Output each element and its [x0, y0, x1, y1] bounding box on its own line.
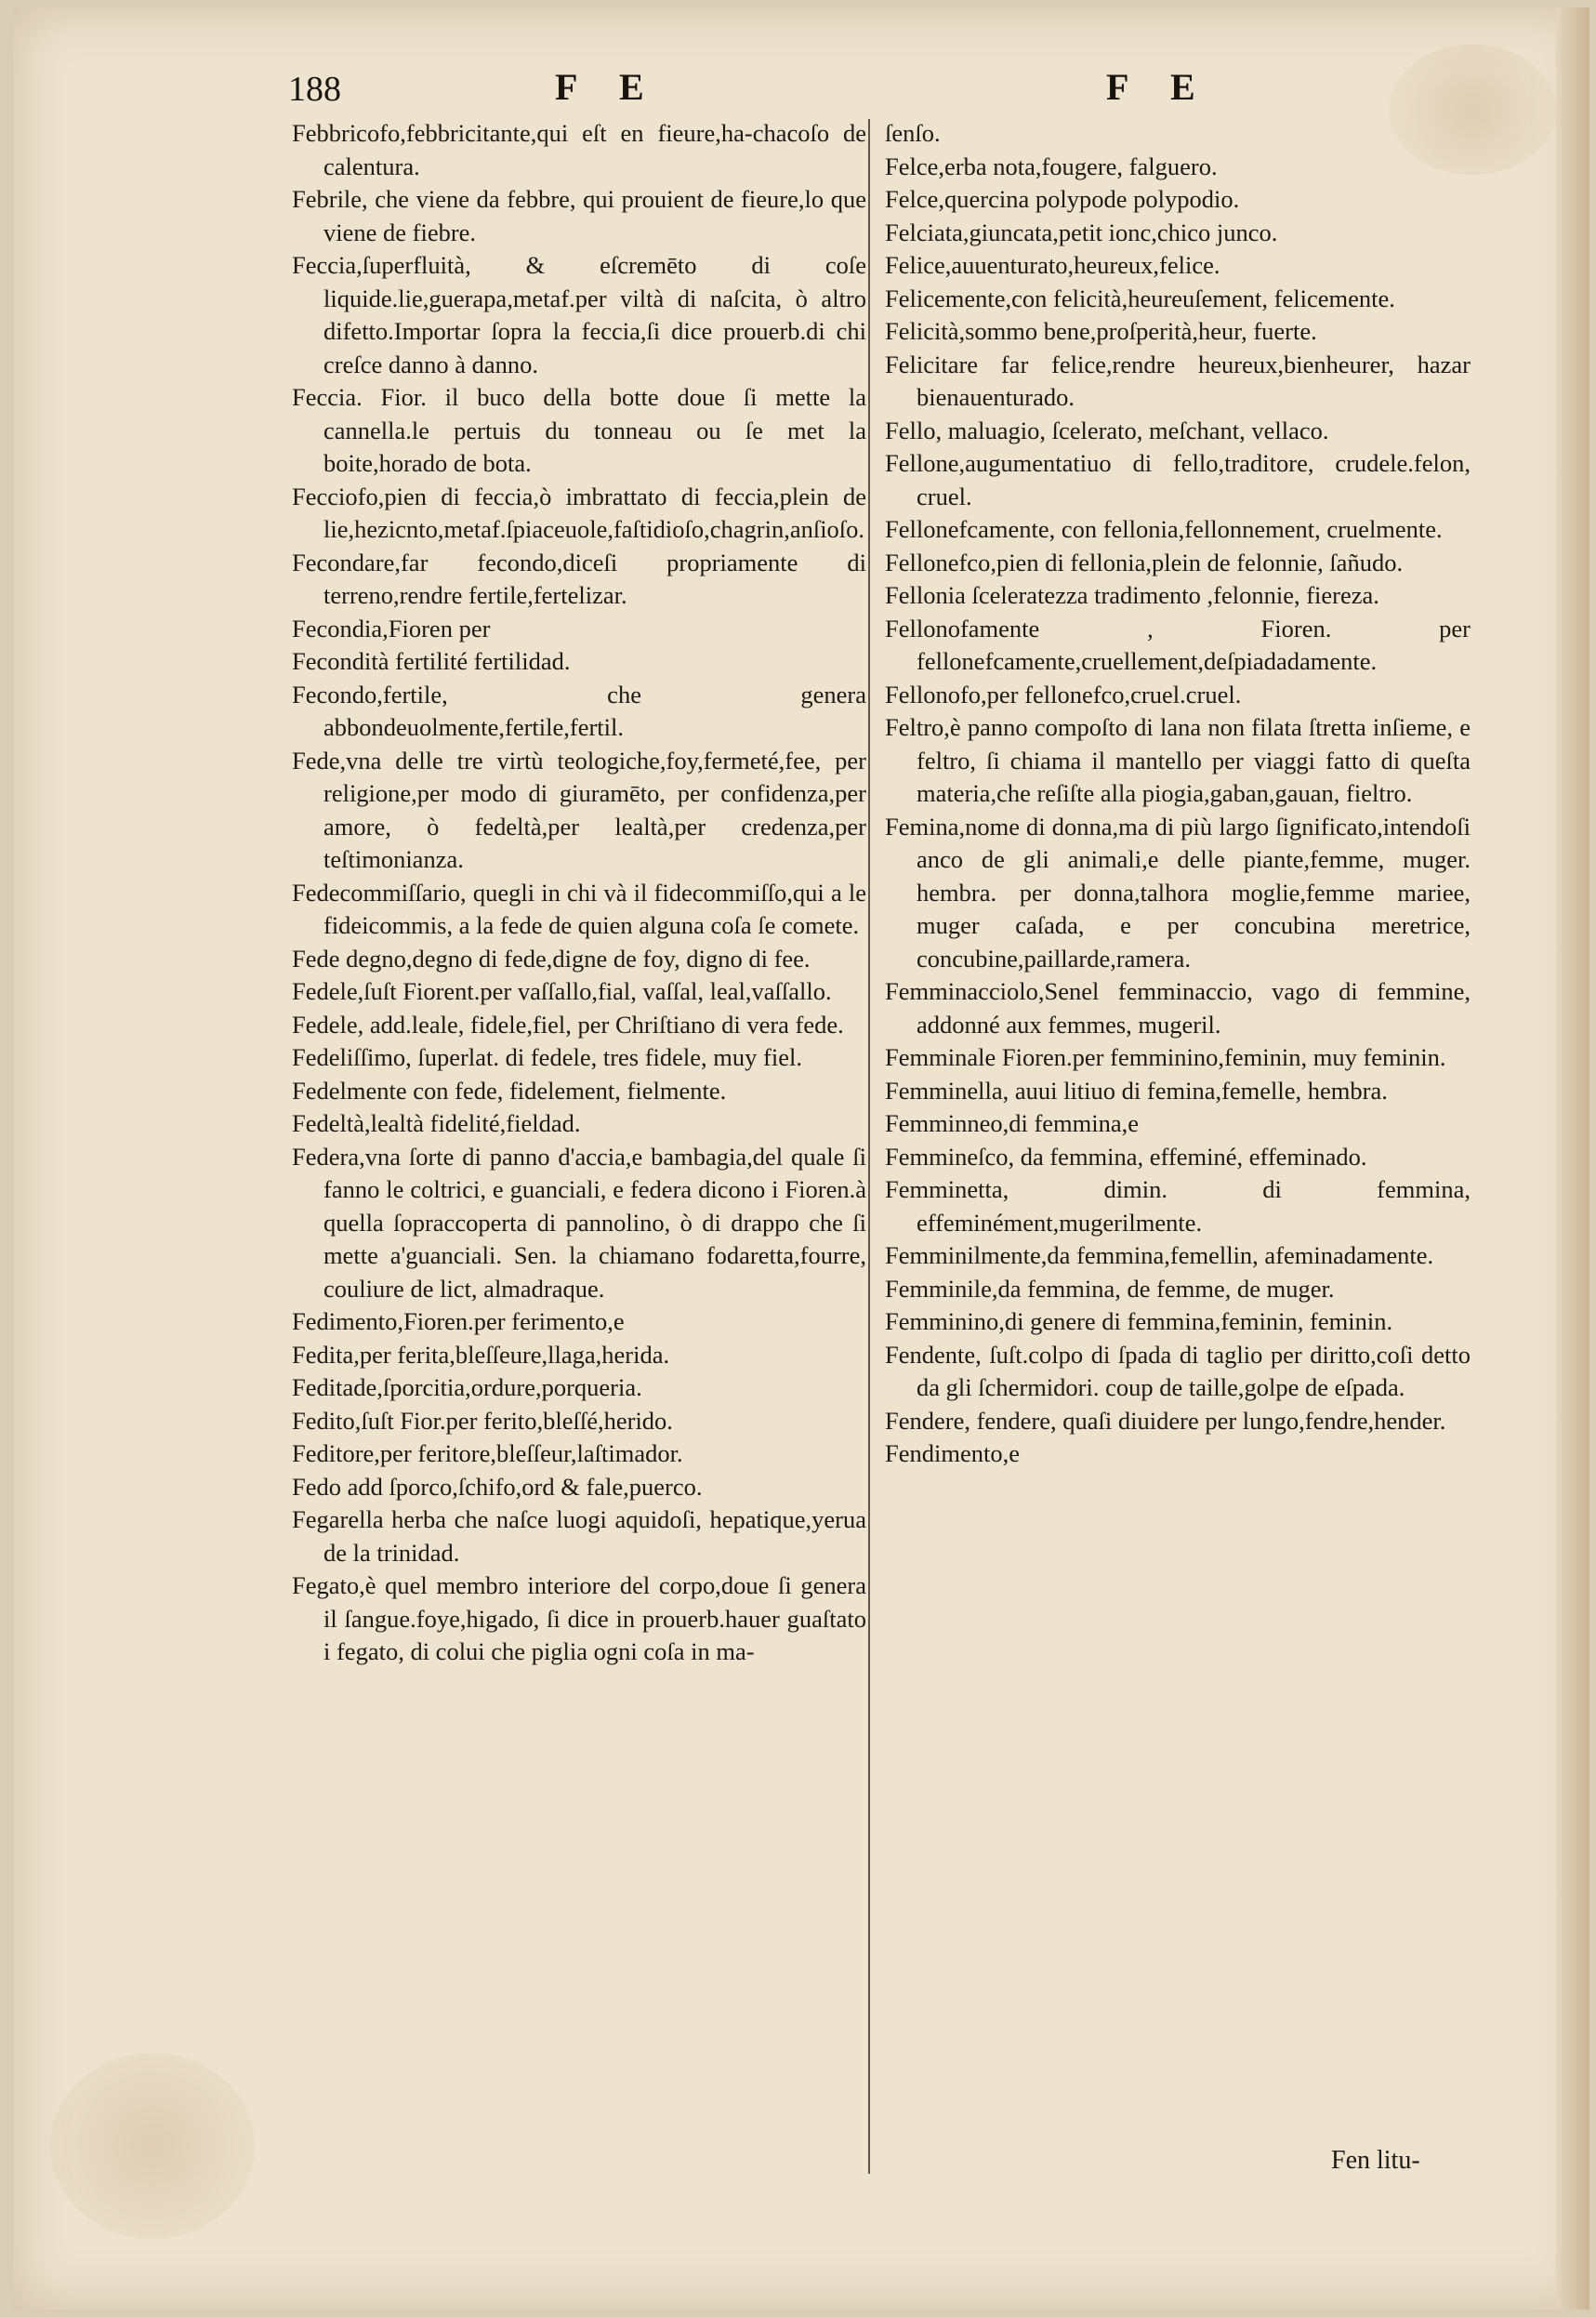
- dictionary-entry: Fellonefco,pien di fellonia,plein de felonnie, ſañudo.: [885, 548, 1404, 576]
- dictionary-entry: Fellonofo,per fellonefco,cruel.cruel.: [885, 680, 1242, 708]
- dictionary-entry: Femminneo,di femmina,e: [885, 1109, 1140, 1137]
- dictionary-entry: Fecondo,fertile, che genera abbondeuolmente,fertile,fertil.: [292, 680, 866, 741]
- right-column: [885, 117, 1471, 1471]
- dictionary-entry: Fedecommiſſario, quegli in chi và il fidecommiſſo,qui a le fideicommis, a la fede de quien alguna coſa ſe comete.: [292, 878, 866, 939]
- dictionary-entry: Fendimento,e: [885, 1439, 1020, 1467]
- dictionary-entry: Femminacciolo,Senel femminaccio, vago di femmine, addonné aux femmes, mugeril.: [885, 977, 1471, 1039]
- dictionary-entry: Fello, maluagio, ſcelerato, meſchant, vellaco.: [885, 416, 1329, 444]
- dictionary-entry: Fedelmente con fede, fidelement, fielmente.: [292, 1076, 727, 1105]
- paper-stain: [50, 2053, 255, 2239]
- dictionary-entry: Fellonia ſceleratezza tradimento ,felonnie, fiereza.: [885, 581, 1379, 609]
- dictionary-entry: Fedele, add.leale, fidele,fiel, per Chriſtiano di vera fede.: [292, 1010, 844, 1039]
- dictionary-entry: Feccia. Fior. il buco della botte doue ſi mette la cannella.le pertuis du tonneau ou ſe met la boite,horado de bota.: [292, 383, 866, 477]
- dictionary-entry: Fedimento,Fioren.per ferimento,e: [292, 1307, 625, 1335]
- dictionary-entry: Fedita,per ferita,bleſſeure,llaga,herida.: [292, 1340, 670, 1369]
- dictionary-entry: Femminella, auui litiuo di femina,femelle, hembra.: [885, 1076, 1388, 1105]
- dictionary-entry: Fede degno,degno di fede,digne de foy, digno di fee.: [292, 944, 811, 973]
- dictionary-entry: Felicitare far felice,rendre heureux,bienheurer, hazar bienauenturado.: [885, 350, 1471, 411]
- left-column: [292, 117, 866, 1669]
- dictionary-entry: Fedele,ſuſt Fiorent.per vaſſallo,fial, vaſſal, leal,vaſſallo.: [292, 977, 832, 1005]
- dictionary-entry: Femminino,di genere di femmina,feminin, feminin.: [885, 1307, 1393, 1335]
- column-divider: [868, 119, 870, 2174]
- dictionary-entry: Fecondità fertilité fertilidad.: [292, 647, 571, 675]
- dictionary-entry: Felice,auuenturato,heureux,felice.: [885, 251, 1220, 279]
- page-header: [13, 65, 1589, 112]
- dictionary-entry: Femminale Fioren.per femminino,feminin, muy feminin.: [885, 1043, 1446, 1071]
- dictionary-entry: Fellonofamente , Fioren. per fellonefcamente,cruellement,deſpiadadamente.: [885, 614, 1471, 675]
- dictionary-entry: Fegarella herba che naſce luogi aquidoſi, hepatique,yerua de la trinidad.: [292, 1505, 866, 1567]
- left-running-head: F E: [555, 66, 661, 108]
- dictionary-entry: Fecciofo,pien di feccia,ò imbrattato di feccia,plein de lie,hezicnto,metaf.ſpiaceuole,faſtidioſo,chagrin,anſioſo.: [292, 482, 866, 543]
- dictionary-entry: Felciata,giuncata,petit ionc,chico junco.: [885, 218, 1278, 246]
- dictionary-entry: Felce,erba nota,fougere, falguero.: [885, 152, 1218, 180]
- dictionary-entry: Feditore,per feritore,bleſſeur,laſtimador.: [292, 1439, 683, 1467]
- dictionary-entry: Fedito,ſuſt Fior.per ferito,bleſſé,herido.: [292, 1406, 673, 1435]
- page-edge: [1556, 7, 1589, 2310]
- dictionary-entry: Femmineſco, da femmina, effeminé, effeminado.: [885, 1142, 1367, 1171]
- dictionary-entry: Fellonefcamente, con fellonia,fellonnement, cruelmente.: [885, 515, 1443, 543]
- dictionary-entry: Femminilmente,da femmina,femellin, afeminadamente.: [885, 1241, 1434, 1269]
- dictionary-entry: Fecondia,Fioren per: [292, 614, 491, 642]
- dictionary-entry: Fecondare,far fecondo,diceſi propriamente di terreno,rendre fertile,fertelizar.: [292, 548, 866, 609]
- dictionary-entry: Fedeliſſimo, ſuperlat. di fedele, tres fidele, muy fiel.: [292, 1043, 802, 1071]
- dictionary-entry: ſenſo.: [885, 119, 941, 147]
- dictionary-entry: Fedeltà,lealtà fidelité,fieldad.: [292, 1109, 581, 1137]
- dictionary-entry: Federa,vna ſorte di panno d'accia,e bambagia,del quale ſi fanno le coltrici, e guanciali, e federa dicono i Fioren.à quella ſopraccoperta di pannolino, ò di drappo che ſi mette a'guanciali. Sen. la chiamano fodaretta,fourre, couliure de lict, almadraque.: [292, 1142, 866, 1303]
- catchword: Fen litu-: [1331, 2146, 1420, 2175]
- dictionary-entry: Feditade,ſporcitia,ordure,porqueria.: [292, 1373, 642, 1401]
- dictionary-entry: Feltro,è panno compoſto di lana non filata ſtretta inſieme, e feltro, ſi chiama il mantello per viaggi fatto di queſta materia,che reſiſte alla piogia,gaban,gauan, fieltro.: [885, 713, 1471, 807]
- dictionary-entry: Fegato,è quel membro interiore del corpo,doue ſi genera il ſangue.foye,higado, ſi dice in prouerb.hauer guaſtato i fegato, di colui che piglia ogni coſa in ma-: [292, 1571, 866, 1665]
- dictionary-entry: Femina,nome di donna,ma di più largo ſignificato,intendoſi anco de gli animali,e delle piante,femme, muger. hembra. per donna,talhora moglie,femme mariee, muger caſada, e per concubina meretrice, concubine,paillarde,ramera.: [885, 812, 1471, 973]
- dictionary-entry: Fendente, ſuſt.colpo di ſpada di taglio per diritto,coſi detto da gli ſchermidori. coup de taille,golpe de eſpada.: [885, 1340, 1471, 1401]
- page-number: 188: [288, 70, 341, 109]
- dictionary-entry: Fendere, fendere, quaſi diuidere per lungo,fendre,hender.: [885, 1406, 1446, 1435]
- dictionary-entry: Felce,quercina polypode polypodio.: [885, 185, 1240, 213]
- dictionary-entry: Feccia,ſuperfluità, & eſcremēto di coſe liquide.lie,guerapa,metaf.per viltà di naſcita, ò altro difetto.Importar ſopra la feccia,ſi dice prouerb.di chi creſce danno à danno.: [292, 251, 866, 378]
- dictionary-entry: Felicemente,con felicità,heureuſement, felicemente.: [885, 284, 1395, 312]
- dictionary-entry: Febrile, che viene da febbre, qui prouient de fieure,lo que viene de fiebre.: [292, 185, 866, 246]
- dictionary-entry: Femminetta, dimin. di femmina, effeminément,mugerilmente.: [885, 1175, 1471, 1237]
- book-page: [13, 7, 1589, 2310]
- dictionary-entry: Fede,vna delle tre virtù teologiche,foy,fermeté,fee, per religione,per modo di giuramēto, per confidenza,per amore, ò fedeltà,per lealtà,per credenza,per teſtimonianza.: [292, 746, 866, 873]
- right-running-head: F E: [1106, 66, 1212, 108]
- dictionary-entry: Fellone,augumentatiuo di fello,traditore, crudele.felon, cruel.: [885, 449, 1471, 510]
- dictionary-entry: Febbricofo,febbricitante,qui eſt en fieure,ha-chacoſo de calentura.: [292, 119, 866, 180]
- dictionary-entry: Fedo add ſporco,ſchifo,ord & fale,puerco.: [292, 1472, 703, 1501]
- dictionary-entry: Femminile,da femmina, de femme, de muger.: [885, 1274, 1335, 1303]
- dictionary-entry: Felicità,sommo bene,proſperità,heur, fuerte.: [885, 317, 1317, 345]
